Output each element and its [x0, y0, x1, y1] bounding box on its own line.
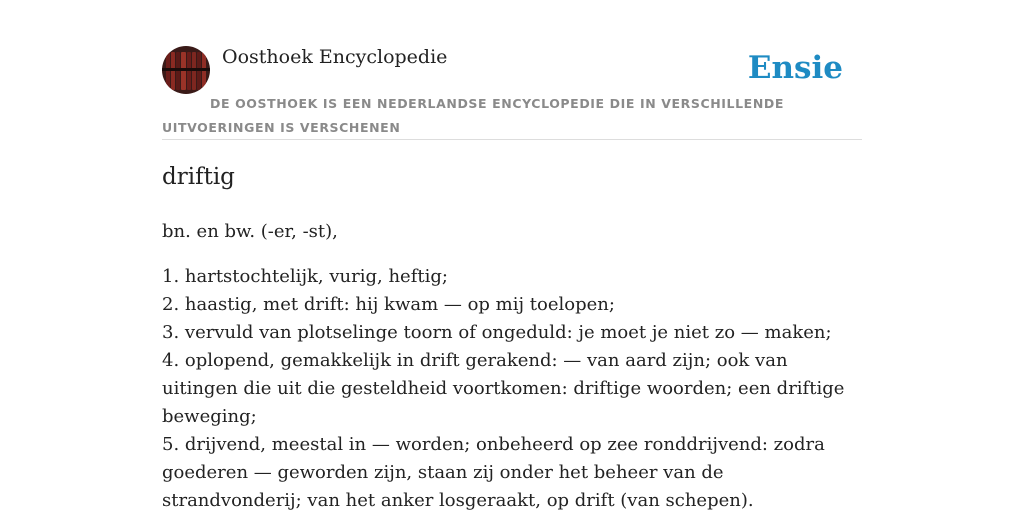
definition-item: 4. oplopend, gemakkelijk in drift gerakend: — van aard zijn; ook van uitingen die uit die gesteldheid voortkomen: driftige woorden; een driftige beweging; — [162, 350, 845, 427]
grammar-note: bn. en bw. (-er, -st), — [162, 221, 338, 242]
shelf-band — [162, 68, 210, 71]
definition-item: 2. haastig, met drift: hij kwam — op mij toelopen; — [162, 294, 615, 315]
entry-title: driftig — [162, 164, 235, 190]
definition-list — [162, 263, 862, 515]
ensie-logo-link[interactable]: Ensie — [747, 50, 843, 86]
tagline: DE OOSTHOEK IS EEN NEDERLANDSE ENCYCLOPEDIE DIE IN VERSCHILLENDE UITVOERINGEN IS VERSCHENEN — [162, 96, 784, 135]
site-title-link[interactable]: Oosthoek Encyclopedie — [222, 46, 448, 68]
header-divider — [162, 139, 862, 140]
definition-item: 1. hartstochtelijk, vurig, heftig; — [162, 266, 448, 287]
encyclopedia-books-icon[interactable] — [162, 46, 210, 94]
definition-item: 5. drijvend, meestal in — worden; onbeheerd op zee ronddrijvend: zodra goederen — geworden zijn, staan zij onder het beheer van de strandvonderij; van het anker losgeraakt, op drift (van schepen). — [162, 434, 825, 511]
page-container — [162, 0, 862, 511]
definition-item: 3. vervuld van plotselinge toorn of ongeduld: je moet je niet zo — maken; — [162, 322, 832, 343]
book-spines — [166, 52, 206, 90]
header — [162, 0, 862, 140]
